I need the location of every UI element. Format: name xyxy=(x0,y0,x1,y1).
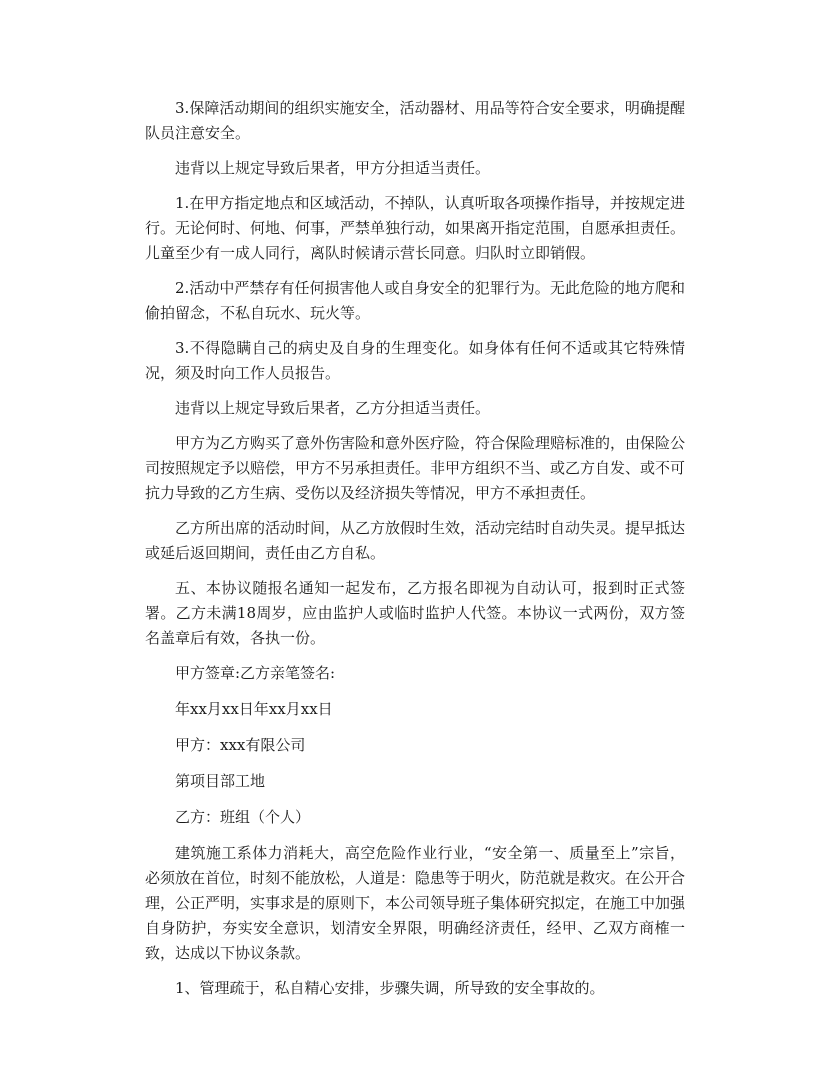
paragraph-16: 1、管理疏于，私自精心安排，步骤失调，所导致的安全事故的。 xyxy=(175,979,605,997)
paragraph-6: 违背以上规定导致后果者，乙方分担适当责任。 xyxy=(175,399,491,417)
party-a-line: 甲方：xxx有限公司 xyxy=(175,736,306,754)
paragraph-2: 违背以上规定导致后果者，甲方分担适当责任。 xyxy=(175,159,491,177)
paragraph-7: 甲方为乙方购买了意外伤害险和意外医疗险，符合保险理赔标准的，由保险公司按照规定予以赔偿，甲方不另承担责任。非甲方组织不当、或乙方自发、或不可抗力导致的乙方生病、受伤以及经济损失等情况，甲方不承担责任。 xyxy=(145,434,686,502)
paragraph-4: 2.活动中严禁存有任何损害他人或自身安全的犯罪行为。无此危险的地方爬和偷拍留念，不私自玩水、玩火等。 xyxy=(145,279,685,322)
paragraph-5: 3.不得隐瞒自己的病史及自身的生理变化。如身体有任何不适或其它特殊情况，须及时向工作人员报告。 xyxy=(145,339,685,382)
paragraph-1: 3.保障活动期间的组织实施安全，活动器材、用品等符合安全要求，明确提醒队员注意安全。 xyxy=(145,99,685,142)
party-b-line: 乙方：班组（个人） xyxy=(175,808,311,826)
paragraph-3: 1.在甲方指定地点和区域活动，不掉队，认真听取各项操作指导，并按规定进行。无论何时、何地、何事，严禁单独行动，如果离开指定范围，自愿承担责任。儿童至少有一成人同行，离队时候请示营长同意。归队时立即销假。 xyxy=(145,194,686,262)
paragraph-9: 五、本协议随报名通知一起发布，乙方报名即视为自动认可，报到时正式签署。乙方未满18周岁，应由监护人或临时监护人代签。本协议一式两份，双方签名盖章后有效，各执一份。 xyxy=(145,579,685,647)
paragraph-8: 乙方所出席的活动时间，从乙方放假时生效，活动完结时自动失灵。提早抵达或延后返回期间，责任由乙方自私。 xyxy=(145,519,686,562)
paragraph-15: 建筑施工系体力消耗大，高空危险作业行业，“安全第一、质量至上”宗旨，必须放在首位，时刻不能放松，人道是：隐患等于明火，防范就是救灾。在公开合理，公正严明，实事求是的原则下，本公司领导班子集体研究拟定，在施工中加强自身防护，夯实安全意识，划清安全界限，明确经济责任，经甲、乙双方商榷一致，达成以下协议条款。 xyxy=(145,844,686,962)
document-body xyxy=(145,96,685,1011)
site-line: 第项目部工地 xyxy=(175,772,266,790)
signature-line: 甲方签章:乙方亲笔签名: xyxy=(175,664,336,682)
date-line: 年xx月xx日年xx月xx日 xyxy=(175,700,333,718)
